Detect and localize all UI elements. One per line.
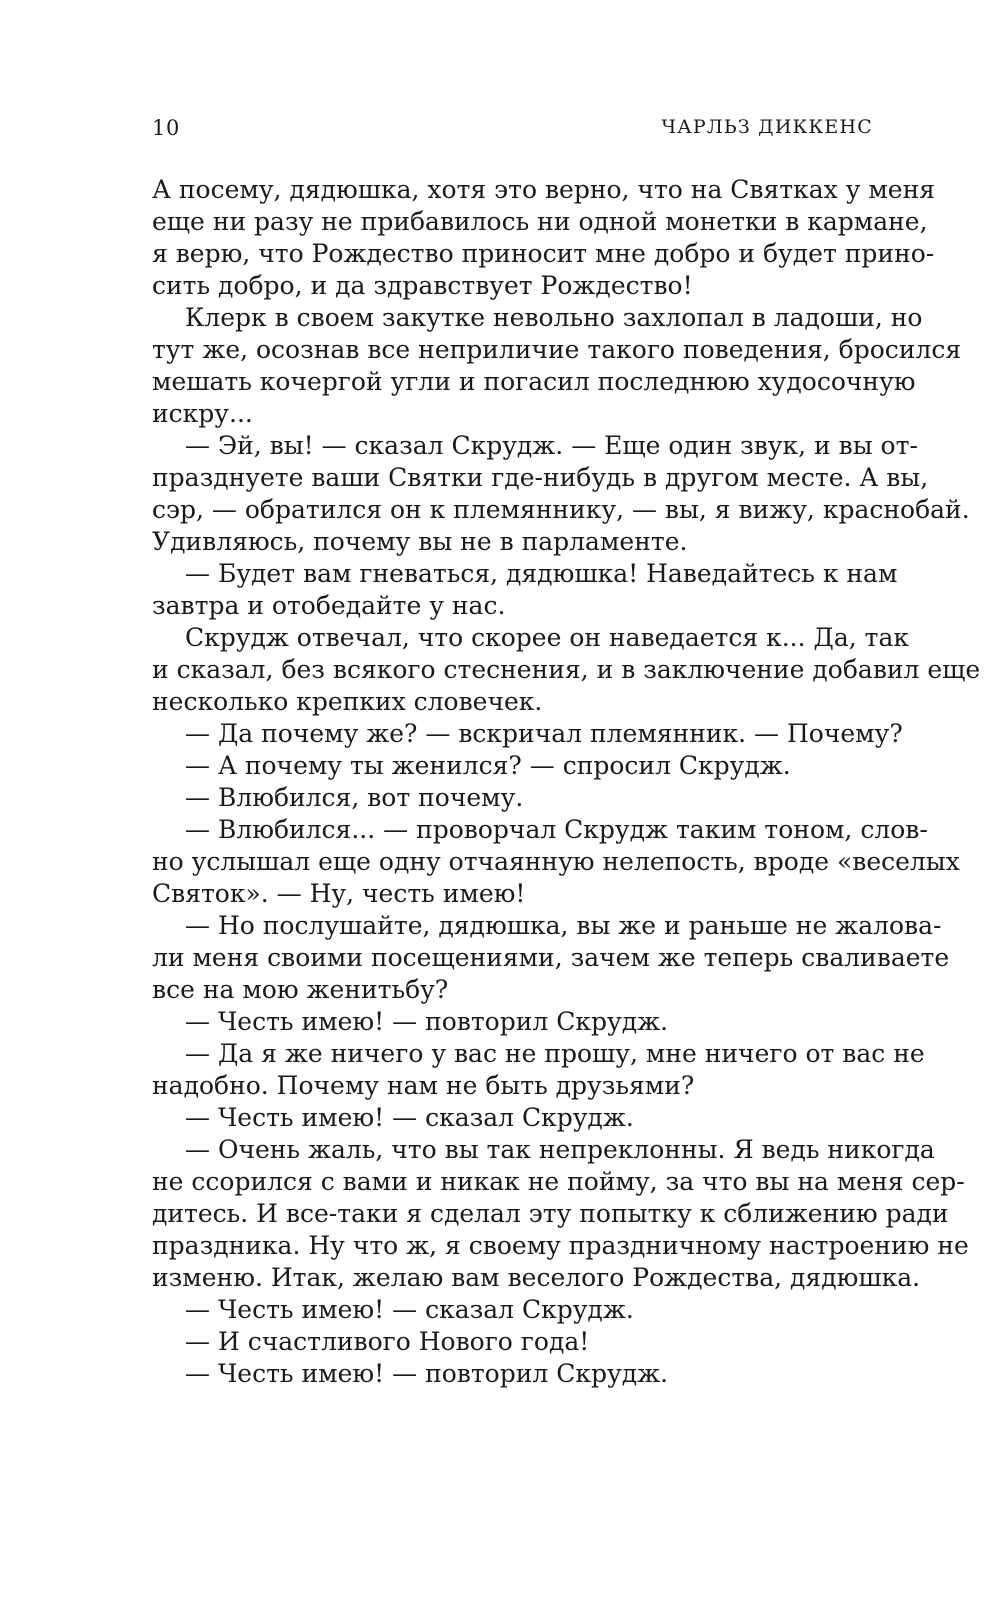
text-line: Святок». — Ну, честь имею! — [152, 879, 526, 908]
text-line: Удивляюсь, почему вы не в парламенте. — [152, 527, 688, 556]
text-line: — Влюбился, вот почему. — [185, 783, 524, 812]
text-line: все на мою женитьбу? — [152, 975, 449, 1004]
text-line: — Но послушайте, дядюшка, вы же и раньше не жалова- — [185, 911, 942, 940]
text-line: изменю. Итак, желаю вам веселого Рождества, дядюшка. — [152, 1263, 921, 1292]
text-line: праздника. Ну что ж, я своему праздничному настроению не — [152, 1231, 969, 1260]
text-line: искру... — [152, 399, 253, 428]
text-line: — Честь имею! — повторил Скрудж. — [185, 1359, 669, 1388]
text-line: — Да я же ничего у вас не прошу, мне ничего от вас не — [185, 1039, 925, 1068]
text-line: завтра и отобедайте у нас. — [152, 591, 506, 620]
text-line: Клерк в своем закутке невольно захлопал в ладоши, но — [185, 303, 923, 332]
text-line: сэр, — обратился он к племяннику, — вы, я вижу, краснобай. — [152, 495, 970, 524]
text-line: — Очень жаль, что вы так непреклонны. Я ведь никогда — [185, 1135, 935, 1164]
text-line: — Честь имею! — сказал Скрудж. — [185, 1295, 634, 1324]
text-line: тут же, осознав все неприличие такого поведения, бросился — [152, 335, 962, 364]
text-line: празднуете ваши Святки где-нибудь в другом месте. А вы, — [152, 463, 929, 492]
text-line: — Честь имею! — сказал Скрудж. — [185, 1103, 634, 1132]
text-line: Скрудж отвечал, что скорее он наведается к... Да, так — [185, 623, 909, 652]
text-line: дитесь. И все-таки я сделал эту попытку к сближению ради — [152, 1199, 949, 1228]
text-line: А посему, дядюшка, хотя это верно, что на Святках у меня — [152, 175, 936, 204]
text-line: еще ни разу не прибавилось ни одной монетки в кармане, — [152, 207, 928, 236]
text-line: — Эй, вы! — сказал Скрудж. — Еще один звук, и вы от- — [185, 431, 918, 460]
running-header — [152, 116, 873, 146]
text-line: — А почему ты женился? — спросил Скрудж. — [185, 751, 791, 780]
text-line: сить добро, и да здравствует Рождество! — [152, 271, 693, 300]
text-line: но услышал еще одну отчаянную нелепость, вроде «веселых — [152, 847, 960, 876]
text-line: не ссорился с вами и никак не пойму, за что вы на меня сер- — [152, 1167, 965, 1196]
text-line: ли меня своими посещениями, зачем же теперь сваливаете — [152, 943, 950, 972]
text-line: и сказал, без всякого стеснения, и в заключение добавил еще — [152, 655, 981, 684]
text-line: надобно. Почему нам не быть друзьями? — [152, 1071, 695, 1100]
text-line: я верю, что Рождество приносит мне добро и будет прино- — [152, 239, 935, 268]
text-line: — Да почему же? — вскричал племянник. — Почему? — [185, 719, 903, 748]
text-line: мешать кочергой угли и погасил последнюю худосочную — [152, 367, 916, 396]
text-line: — Влюбился... — проворчал Скрудж таким тоном, слов- — [185, 815, 928, 844]
text-line: — Будет вам гневаться, дядюшка! Наведайтесь к нам — [185, 559, 898, 588]
text-line: — И счастливого Нового года! — [185, 1327, 590, 1356]
page-number: 10 — [152, 116, 180, 140]
text-line: — Честь имею! — повторил Скрудж. — [185, 1007, 669, 1036]
text-body — [152, 174, 981, 1390]
text-line: несколько крепких словечек. — [152, 687, 543, 716]
book-author-header: ЧАРЛЬЗ ДИККЕНС — [661, 116, 873, 138]
